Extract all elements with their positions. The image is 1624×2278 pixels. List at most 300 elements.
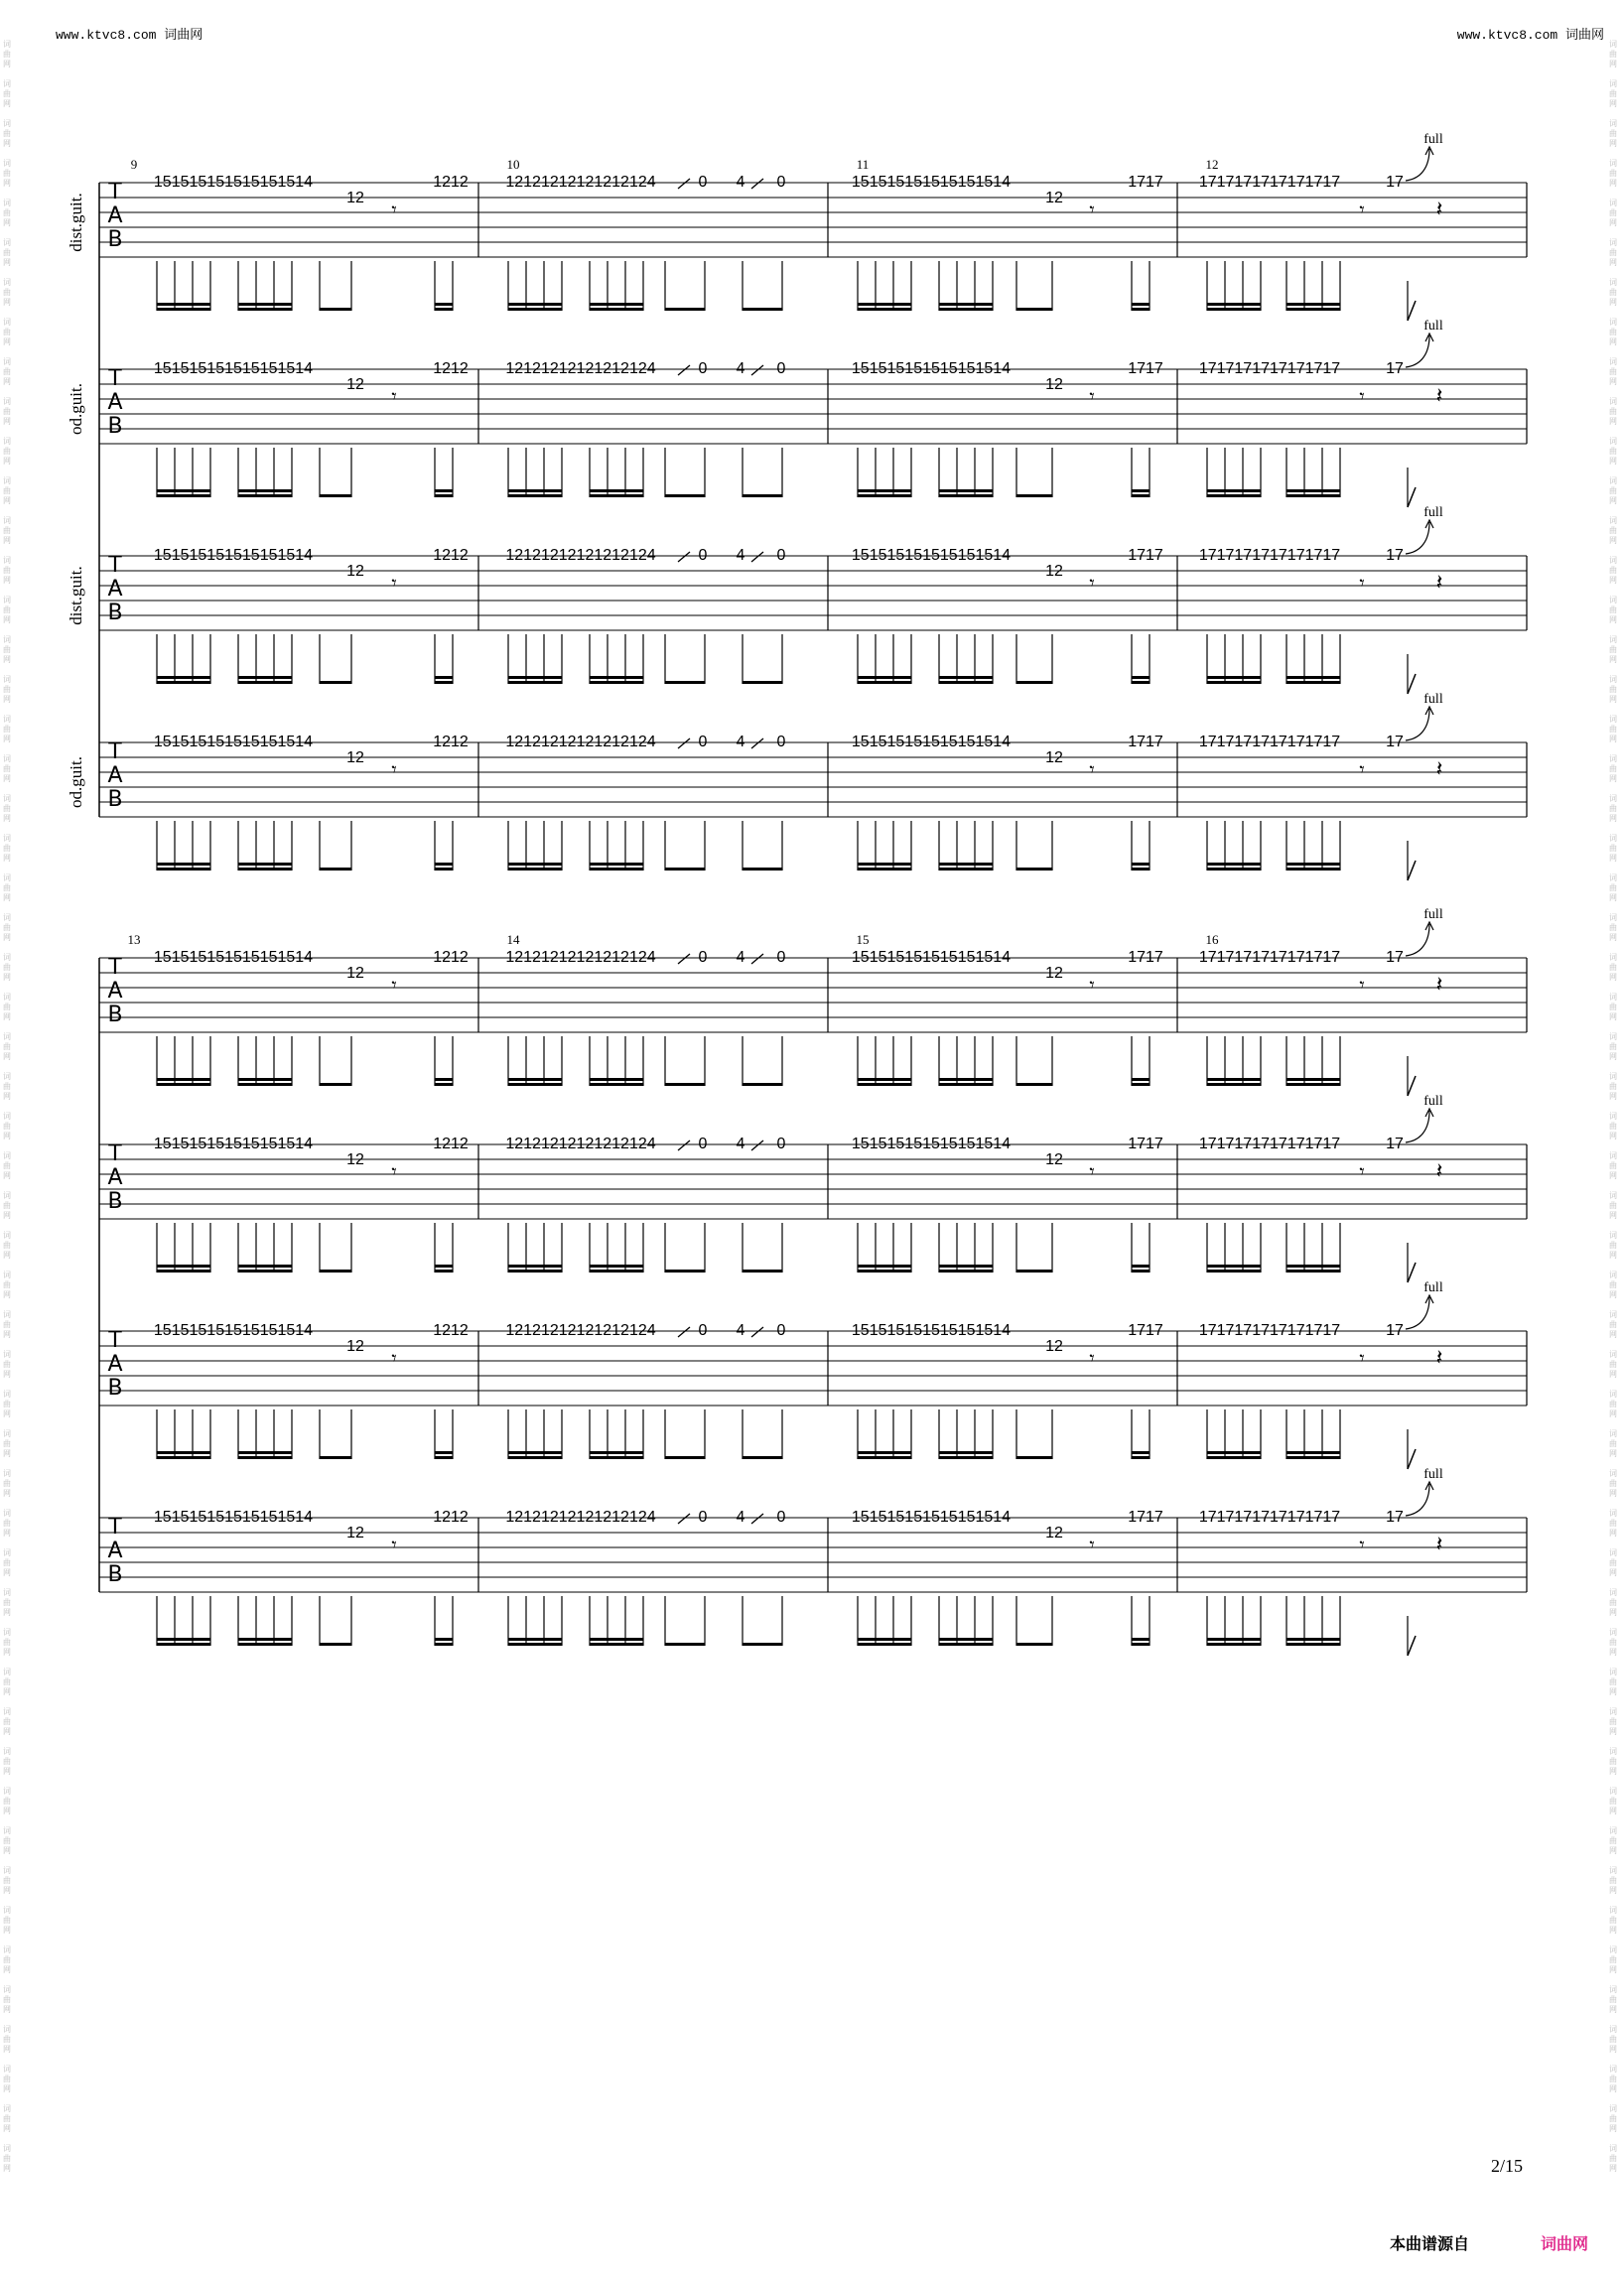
fret-number: 4: [736, 734, 745, 750]
note-flag: [1408, 1449, 1416, 1469]
beam: [1132, 1638, 1150, 1641]
beam: [858, 681, 911, 684]
eighth-rest: 𝄾: [1359, 975, 1365, 997]
beam: [508, 489, 562, 492]
beam: [858, 1078, 911, 1081]
beam: [590, 863, 643, 866]
measure-number: 13: [127, 932, 141, 947]
beam: [939, 1078, 993, 1081]
track-label: dist.guit.: [67, 566, 85, 625]
beam: [939, 1643, 993, 1646]
note-flag: [1408, 301, 1416, 321]
beam: [157, 1456, 210, 1459]
eighth-rest: 𝄾: [1359, 1348, 1365, 1370]
eighth-rest: 𝄾: [1359, 759, 1365, 781]
beam: [435, 308, 453, 311]
note-flag: [1408, 1263, 1416, 1282]
measure-number: 12: [1205, 157, 1219, 172]
fret-run: 151515151515151514: [851, 1136, 1012, 1152]
beam: [590, 681, 643, 684]
fret-number: 0: [776, 1322, 786, 1339]
measure-number: 10: [506, 157, 520, 172]
eighth-rest: 𝄾: [391, 975, 397, 997]
beam: [157, 681, 210, 684]
measure-number: 15: [856, 932, 870, 947]
beam: [1132, 494, 1150, 497]
beam: [157, 489, 210, 492]
beam: [743, 1643, 782, 1646]
fret-number: 0: [776, 949, 786, 966]
eighth-rest: 𝄾: [1089, 200, 1095, 221]
beam: [590, 303, 643, 306]
beam: [1132, 1265, 1150, 1268]
beam: [157, 1078, 210, 1081]
beam: [590, 1456, 643, 1459]
beam: [1207, 1456, 1261, 1459]
slide-mark: [751, 738, 763, 748]
eighth-rest: 𝄾: [1359, 386, 1365, 408]
beam: [1286, 1456, 1340, 1459]
beam: [1132, 303, 1150, 306]
beam: [1286, 1638, 1340, 1641]
beam: [238, 868, 292, 871]
beam: [743, 868, 782, 871]
beam: [1132, 1078, 1150, 1081]
beam: [1286, 676, 1340, 679]
beam: [157, 1451, 210, 1454]
fret-number: 1717: [1128, 174, 1163, 191]
fret-run: 1717171717171717: [1198, 949, 1341, 966]
beam: [1207, 1270, 1261, 1273]
beam: [238, 303, 292, 306]
eighth-rest: 𝄾: [1359, 1161, 1365, 1183]
beam: [1286, 1451, 1340, 1454]
fret-run: 151515151515151514: [153, 360, 314, 377]
track-label: od.guit.: [67, 756, 85, 808]
slide-mark: [678, 552, 690, 562]
fret-number: 0: [776, 360, 786, 377]
bend-label: full: [1423, 505, 1443, 520]
beam: [1286, 868, 1340, 871]
fret-run: 151515151515151514: [851, 1509, 1012, 1526]
beam: [508, 1643, 562, 1646]
beam: [743, 1083, 782, 1086]
tab-clef-letter: T: [108, 553, 122, 578]
beam: [320, 1270, 351, 1273]
fret-number: 12: [346, 190, 364, 206]
beam: [939, 1083, 993, 1086]
tab-clef-letter: B: [107, 1376, 123, 1401]
beam: [435, 681, 453, 684]
beam: [1207, 1643, 1261, 1646]
eighth-rest: 𝄾: [1089, 1535, 1095, 1556]
quarter-rest: 𝄽: [1435, 1158, 1443, 1183]
beam: [238, 1265, 292, 1268]
fret-run: 151515151515151514: [851, 1322, 1012, 1339]
beam: [858, 494, 911, 497]
beam: [1207, 1078, 1261, 1081]
beam: [858, 308, 911, 311]
beam: [1016, 1270, 1052, 1273]
beam: [1286, 1270, 1340, 1273]
quarter-rest: 𝄽: [1435, 383, 1443, 408]
beam: [858, 1456, 911, 1459]
beam: [590, 1078, 643, 1081]
beam: [858, 676, 911, 679]
fret-run: 12121212121212124: [505, 949, 656, 966]
fret-number: 0: [776, 547, 786, 564]
beam: [858, 1083, 911, 1086]
fret-number: 1717: [1128, 1322, 1163, 1339]
beam: [1016, 1083, 1052, 1086]
beam: [1016, 1456, 1052, 1459]
fret-number: 12: [346, 1151, 364, 1168]
fret-number: 4: [736, 360, 745, 377]
beam: [157, 494, 210, 497]
beam: [435, 1451, 453, 1454]
beam: [590, 1638, 643, 1641]
eighth-rest: 𝄾: [1359, 573, 1365, 595]
quarter-rest: 𝄽: [1435, 972, 1443, 997]
measure-number: 14: [506, 932, 520, 947]
beam: [1132, 676, 1150, 679]
slide-mark: [678, 954, 690, 964]
beam: [435, 863, 453, 866]
footer-brand[interactable]: 词曲网: [1541, 2234, 1589, 2253]
beam: [665, 868, 705, 871]
fret-run: 12121212121212124: [505, 1509, 656, 1526]
beam: [508, 1638, 562, 1641]
slide-mark: [678, 1327, 690, 1337]
beam: [743, 494, 782, 497]
beam: [858, 1451, 911, 1454]
beam: [238, 1270, 292, 1273]
slide-mark: [678, 1140, 690, 1150]
fret-number: 4: [736, 1322, 745, 1339]
beam: [508, 1270, 562, 1273]
beam: [435, 1078, 453, 1081]
slide-mark: [751, 365, 763, 375]
beam: [238, 308, 292, 311]
fret-number: 0: [698, 1509, 708, 1526]
beam: [939, 489, 993, 492]
tab-clef-letter: B: [107, 1189, 123, 1214]
eighth-rest: 𝄾: [391, 573, 397, 595]
fret-number: 17: [1386, 1509, 1404, 1526]
beam: [743, 308, 782, 311]
tab-clef-letter: B: [107, 227, 123, 252]
measure-number: 9: [130, 157, 138, 172]
fret-number: 17: [1386, 949, 1404, 966]
beam: [1286, 1078, 1340, 1081]
beam: [157, 1638, 210, 1641]
eighth-rest: 𝄾: [391, 200, 397, 221]
beam: [939, 303, 993, 306]
tab-clef-letter: A: [107, 979, 123, 1004]
fret-number: 4: [736, 547, 745, 564]
beam: [157, 1270, 210, 1273]
fret-number: 1212: [433, 174, 469, 191]
fret-run: 151515151515151514: [153, 949, 314, 966]
beam: [320, 1456, 351, 1459]
fret-run: 151515151515151514: [153, 1136, 314, 1152]
bend-label: full: [1423, 1280, 1443, 1295]
eighth-rest: 𝄾: [391, 1348, 397, 1370]
fret-number: 12: [1045, 1151, 1063, 1168]
beam: [320, 868, 351, 871]
tab-clef-letter: B: [107, 414, 123, 439]
beam: [665, 1456, 705, 1459]
fret-run: 1717171717171717: [1198, 174, 1341, 191]
beam: [435, 1456, 453, 1459]
fret-run: 12121212121212124: [505, 734, 656, 750]
beam: [435, 868, 453, 871]
beam: [157, 868, 210, 871]
beam: [435, 303, 453, 306]
eighth-rest: 𝄾: [1089, 975, 1095, 997]
fret-number: 1212: [433, 734, 469, 750]
fret-number: 1212: [433, 1322, 469, 1339]
beam: [858, 863, 911, 866]
beam: [320, 494, 351, 497]
beam: [1207, 489, 1261, 492]
fret-number: 0: [776, 174, 786, 191]
fret-number: 12: [1045, 1338, 1063, 1355]
tab-clef-letter: T: [108, 955, 122, 980]
fret-number: 17: [1386, 547, 1404, 564]
fret-run: 151515151515151514: [153, 174, 314, 191]
beam: [1207, 681, 1261, 684]
beam: [1207, 1265, 1261, 1268]
beam: [1132, 681, 1150, 684]
track-label: od.guit.: [67, 383, 85, 435]
beam: [508, 1083, 562, 1086]
fret-run: 12121212121212124: [505, 174, 656, 191]
fret-number: 1212: [433, 360, 469, 377]
fret-number: 17: [1386, 174, 1404, 191]
eighth-rest: 𝄾: [391, 759, 397, 781]
beam: [1286, 863, 1340, 866]
beam: [1016, 1643, 1052, 1646]
beam: [1132, 1643, 1150, 1646]
tab-clef-letter: T: [108, 739, 122, 764]
fret-number: 17: [1386, 1136, 1404, 1152]
tab-clef-letter: A: [107, 763, 123, 788]
beam: [939, 863, 993, 866]
beam: [858, 1643, 911, 1646]
beam: [508, 1456, 562, 1459]
eighth-rest: 𝄾: [391, 1535, 397, 1556]
fret-number: 4: [736, 174, 745, 191]
fret-run: 151515151515151514: [153, 734, 314, 750]
beam: [590, 1643, 643, 1646]
beam: [1207, 494, 1261, 497]
tab-clef-letter: A: [107, 203, 123, 228]
fret-run: 1717171717171717: [1198, 734, 1341, 750]
fret-number: 1212: [433, 949, 469, 966]
beam: [1286, 494, 1340, 497]
beam: [743, 681, 782, 684]
beam: [238, 1451, 292, 1454]
fret-run: 151515151515151514: [851, 174, 1012, 191]
beam: [508, 303, 562, 306]
beam: [858, 1265, 911, 1268]
page-number: 2/15: [1491, 2156, 1524, 2176]
beam: [939, 1456, 993, 1459]
slide-mark: [751, 954, 763, 964]
note-flag: [1408, 1636, 1416, 1656]
beam: [238, 863, 292, 866]
slide-mark: [751, 1327, 763, 1337]
beam: [238, 489, 292, 492]
beam: [508, 308, 562, 311]
beam: [157, 303, 210, 306]
beam: [1132, 1456, 1150, 1459]
beam: [508, 681, 562, 684]
beam: [238, 494, 292, 497]
beam: [1207, 676, 1261, 679]
beam: [1016, 494, 1052, 497]
beam: [508, 1451, 562, 1454]
tab-clef-letter: B: [107, 601, 123, 625]
beam: [508, 863, 562, 866]
fret-run: 151515151515151514: [851, 360, 1012, 377]
eighth-rest: 𝄾: [1359, 200, 1365, 221]
beam: [858, 1270, 911, 1273]
beam: [1016, 308, 1052, 311]
beam: [320, 308, 351, 311]
beam: [1286, 303, 1340, 306]
beam: [743, 1456, 782, 1459]
eighth-rest: 𝄾: [1089, 1348, 1095, 1370]
tab-clef-letter: T: [108, 1141, 122, 1166]
fret-number: 0: [776, 734, 786, 750]
beam: [590, 868, 643, 871]
beam: [1132, 489, 1150, 492]
fret-number: 4: [736, 1509, 745, 1526]
fret-number: 1717: [1128, 1136, 1163, 1152]
bend-label: full: [1423, 132, 1443, 147]
quarter-rest: 𝄽: [1435, 1532, 1443, 1556]
beam: [238, 1643, 292, 1646]
fret-number: 1717: [1128, 949, 1163, 966]
slide-mark: [678, 1514, 690, 1524]
beam: [1132, 1451, 1150, 1454]
eighth-rest: 𝄾: [1089, 759, 1095, 781]
fret-run: 151515151515151514: [153, 547, 314, 564]
fret-number: 17: [1386, 1322, 1404, 1339]
beam: [665, 1643, 705, 1646]
quarter-rest: 𝄽: [1435, 197, 1443, 221]
beam: [157, 1265, 210, 1268]
measure-number: 11: [856, 157, 870, 172]
beam: [1207, 303, 1261, 306]
note-flag: [1408, 487, 1416, 507]
bend-label: full: [1423, 1467, 1443, 1482]
fret-run: 1717171717171717: [1198, 1136, 1341, 1152]
fret-number: 4: [736, 1136, 745, 1152]
fret-number: 12: [1045, 749, 1063, 766]
beam: [508, 494, 562, 497]
fret-number: 1212: [433, 547, 469, 564]
beam: [665, 1270, 705, 1273]
beam: [238, 1083, 292, 1086]
quarter-rest: 𝄽: [1435, 1345, 1443, 1370]
fret-number: 0: [698, 1136, 708, 1152]
beam: [858, 303, 911, 306]
tab-clef-letter: A: [107, 1165, 123, 1190]
fret-number: 12: [1045, 563, 1063, 580]
fret-number: 0: [698, 174, 708, 191]
slide-mark: [751, 1514, 763, 1524]
beam: [157, 863, 210, 866]
note-flag: [1408, 861, 1416, 880]
beam: [157, 676, 210, 679]
beam: [590, 1083, 643, 1086]
tab-clef-letter: B: [107, 1003, 123, 1027]
fret-number: 0: [776, 1136, 786, 1152]
measure-number: 16: [1205, 932, 1219, 947]
beam: [1132, 308, 1150, 311]
beam: [590, 676, 643, 679]
beam: [590, 494, 643, 497]
tab-clef-letter: B: [107, 1562, 123, 1587]
beam: [238, 676, 292, 679]
beam: [157, 1643, 210, 1646]
header-site-left[interactable]: www.ktvc8.com 词曲网: [56, 28, 203, 43]
side-watermark-right: 词 曲 网 词 曲 网 词 曲 网 词 曲 网 词 曲 网 词 曲 网 词 曲 网 词 曲 网 词 曲 网 词 曲 网 词 曲 网 词 曲 网 词 曲 网 词 曲 网 词 曲 网 词 曲 网 词 曲 网 词 曲 网 词 曲 网 词 曲 网 词 曲 网 词 曲 网 词 曲 网 词 曲 网 词 曲 网 词 曲 网 词 曲 网 词 曲 网 词 曲 网 词 曲 网 词 曲 网 词 曲 网 词 曲 网 词 曲 网 词 曲 网 词 曲 网 词 曲 网 词 曲 网 词 曲 网 词 曲 网 词 曲 网 词 曲 网 词 曲 网 词 曲 网 词 曲 网 词 曲 网 词 曲 网 词 曲 网 词 曲 网 词 曲 网 词 曲 网 词 曲 网 词 曲 网 词 曲 网: [1609, 40, 1617, 2173]
beam: [435, 1643, 453, 1646]
beam: [157, 308, 210, 311]
beam: [1286, 681, 1340, 684]
header-site-right[interactable]: www.ktvc8.com 词曲网: [1456, 28, 1604, 43]
beam: [665, 308, 705, 311]
track-label: dist.guit.: [67, 193, 85, 252]
beam: [508, 1265, 562, 1268]
slide-mark: [678, 365, 690, 375]
beam: [858, 868, 911, 871]
fret-number: 12: [346, 1338, 364, 1355]
beam: [435, 1638, 453, 1641]
bend-label: full: [1423, 1094, 1443, 1109]
slide-mark: [751, 179, 763, 189]
beam: [939, 308, 993, 311]
fret-number: 12: [346, 376, 364, 393]
fret-number: 4: [736, 949, 745, 966]
fret-number: 12: [346, 965, 364, 982]
beam: [858, 489, 911, 492]
beam: [590, 1270, 643, 1273]
fret-number: 0: [698, 547, 708, 564]
beam: [320, 681, 351, 684]
fret-number: 12: [346, 1525, 364, 1541]
fret-number: 0: [698, 734, 708, 750]
fret-number: 0: [698, 949, 708, 966]
beam: [508, 868, 562, 871]
fret-run: 151515151515151514: [851, 734, 1012, 750]
bend-label: full: [1423, 907, 1443, 922]
slide-mark: [678, 738, 690, 748]
beam: [939, 1451, 993, 1454]
fret-run: 1717171717171717: [1198, 1322, 1341, 1339]
beam: [590, 1265, 643, 1268]
fret-number: 1212: [433, 1136, 469, 1152]
beam: [939, 868, 993, 871]
tab-clef-letter: T: [108, 1515, 122, 1540]
tab-clef-letter: A: [107, 1352, 123, 1377]
beam: [238, 1456, 292, 1459]
beam: [1132, 868, 1150, 871]
